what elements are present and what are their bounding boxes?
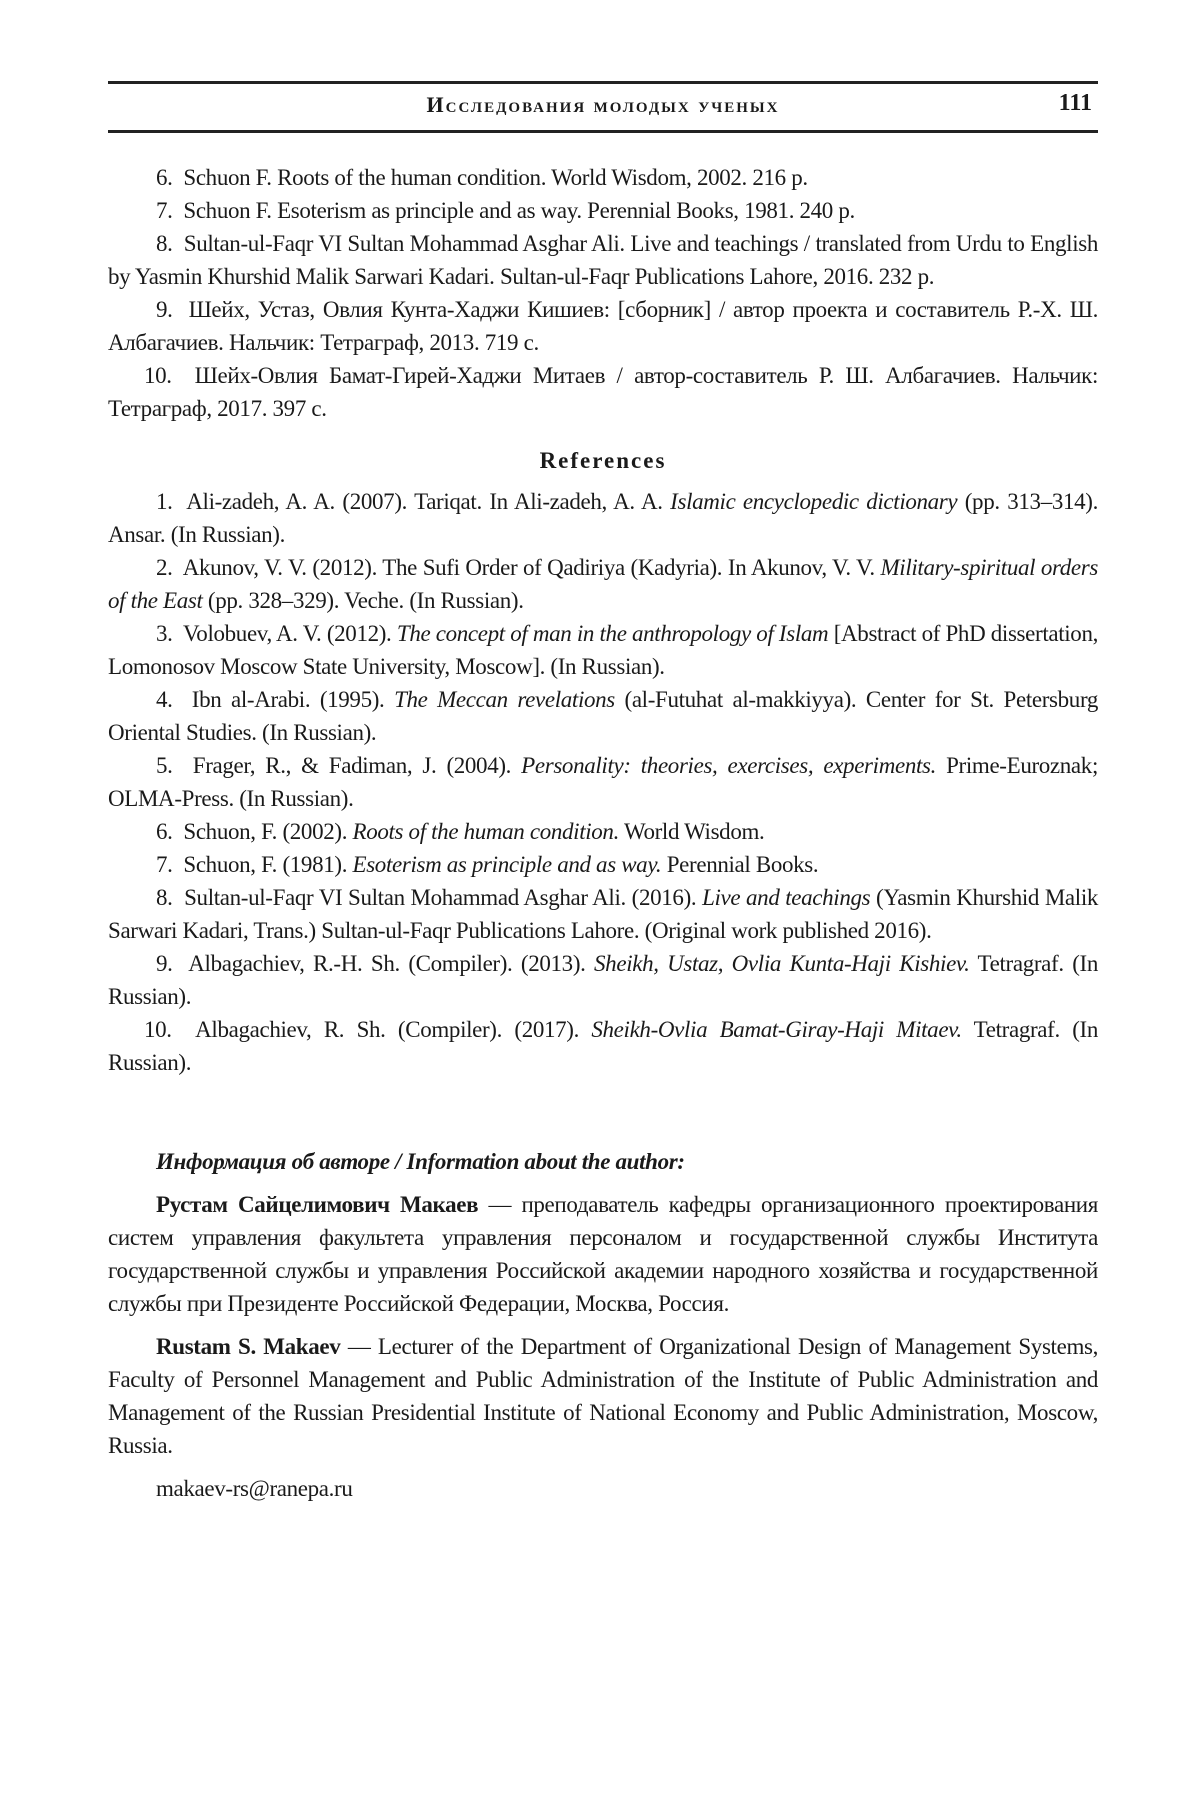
reference-item: 10. Albagachiev, R. Sh. (Compiler). (2017). Sheikh-Ovlia Bamat-Giray-Haji Mitaev. Tetragraf. (In Russian).: [108, 1013, 1098, 1079]
header-rule-top: [108, 81, 1098, 84]
author-info-heading: Информация об авторе / Information about the author:: [108, 1145, 1098, 1178]
bibliography-list: [108, 161, 1098, 425]
references-list: [108, 485, 1098, 1079]
author-name-en: Rustam S. Makaev: [156, 1334, 340, 1359]
bib-item: 6. Schuon F. Roots of the human condition. World Wisdom, 2002. 216 p.: [108, 161, 1098, 194]
reference-item: 2. Akunov, V. V. (2012). The Sufi Order of Qadiriya (Kadyria). In Akunov, V. V. Military-spiritual orders of the East (pp. 328–329). Veche. (In Russian).: [108, 551, 1098, 617]
bib-item: 10. Шейх-Овлия Бамат-Гирей-Хаджи Митаев / автор-составитель Р. Ш. Албагачиев. Нальчик: Тетраграф, 2017. 397 с.: [108, 359, 1098, 425]
bib-item: 7. Schuon F. Esoterism as principle and as way. Perennial Books, 1981. 240 p.: [108, 194, 1098, 227]
page-body: [108, 161, 1098, 1505]
reference-item: 8. Sultan-ul-Faqr VI Sultan Mohammad Asghar Ali. (2016). Live and teachings (Yasmin Khurshid Malik Sarwari Kadari, Trans.) Sultan-ul-Faqr Publications Lahore. (Original work published 2016).: [108, 881, 1098, 947]
reference-item: 3. Volobuev, A. V. (2012). The concept of man in the anthropology of Islam [Abstract of PhD dissertation, Lomonosov Moscow State University, Moscow]. (In Russian).: [108, 617, 1098, 683]
author-email[interactable]: makaev-rs@ranepa.ru: [108, 1472, 1098, 1505]
author-bio-ru: Рустам Сайцелимович Макаев — преподаватель кафедры организационного проектирования систем управления факультета управления персоналом и государственной службы Института государственной службы и управления Российской академии народного хозяйства и государственной службы при Президенте Российской Федерации, Москва, Россия.: [108, 1188, 1098, 1320]
bib-item: 8. Sultan-ul-Faqr VI Sultan Mohammad Asghar Ali. Live and teachings / translated from Urdu to English by Yasmin Khurshid Malik Sarwari Kadari. Sultan-ul-Faqr Publications Lahore, 2016. 232 p.: [108, 227, 1098, 293]
reference-item: 7. Schuon, F. (1981). Esoterism as principle and as way. Perennial Books.: [108, 848, 1098, 881]
author-bio-en: Rustam S. Makaev — Lecturer of the Department of Organizational Design of Management Systems, Faculty of Personnel Management and Public Administration of the Institute of Public Administration and Management of the Russian Presidential Institute of National Economy and Public Administration, Moscow, Russia.: [108, 1330, 1098, 1462]
reference-item: 5. Frager, R., & Fadiman, J. (2004). Personality: theories, exercises, experiments. Prime-Euroznak; OLMA-Press. (In Russian).: [108, 749, 1098, 815]
author-name-ru: Рустам Сайцелимович Макаев: [156, 1192, 478, 1217]
reference-item: 1. Ali-zadeh, A. A. (2007). Tariqat. In Ali-zadeh, A. A. Islamic encyclopedic dictionary (pp. 313–314). Ansar. (In Russian).: [108, 485, 1098, 551]
header-rule-bottom: [108, 130, 1098, 133]
page-number: 111: [1059, 90, 1092, 117]
reference-item: 4. Ibn al-Arabi. (1995). The Meccan revelations (al-Futuhat al-makkiyya). Center for St. Petersburg Oriental Studies. (In Russian).: [108, 683, 1098, 749]
journal-section-title: Исследования молодых ученых: [108, 92, 1098, 118]
reference-item: 9. Albagachiev, R.-H. Sh. (Compiler). (2013). Sheikh, Ustaz, Ovlia Kunta-Haji Kishiev. Tetragraf. (In Russian).: [108, 947, 1098, 1013]
running-header: [108, 92, 1098, 124]
references-heading: References: [108, 444, 1098, 477]
reference-item: 6. Schuon, F. (2002). Roots of the human condition. World Wisdom.: [108, 815, 1098, 848]
bib-item: 9. Шейх, Устаз, Овлия Кунта-Хаджи Кишиев: [сборник] / автор проекта и составитель Р.-Х. Ш. Албагачиев. Нальчик: Тетраграф, 2013. 719 с.: [108, 293, 1098, 359]
